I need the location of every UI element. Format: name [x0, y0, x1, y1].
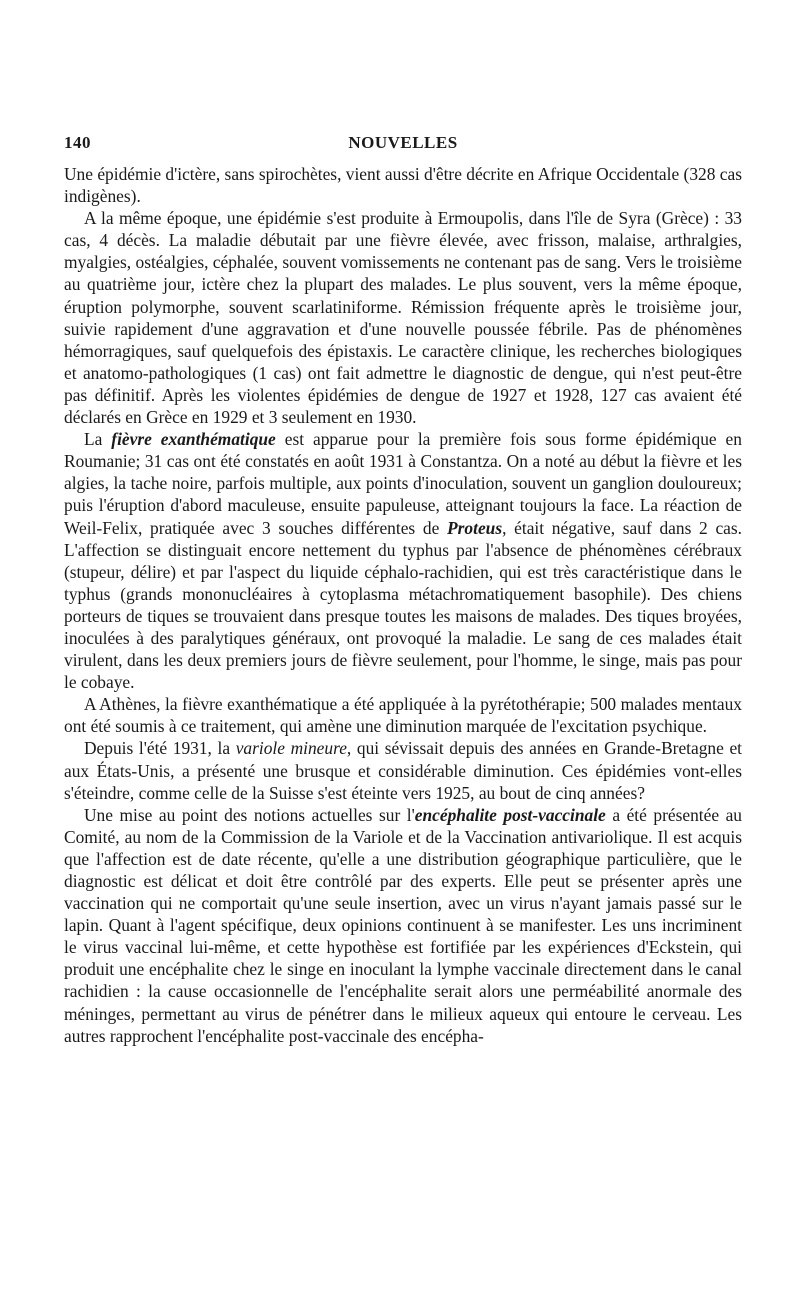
paragraph-text-start: La	[84, 429, 112, 450]
paragraph-ermoupolis-dengue	[64, 207, 742, 428]
paragraph-athenes-pyretotherapie	[64, 693, 742, 737]
paragraph-text-middle: est apparue pour la première fois sous forme épidémique en Roumanie; 31 cas ont été constatés en août 1931 à Constantza. On a noté au début la fièvre et les algies, la tache noire, parfois multiple, aux points d'inoculation, souvent un ganglion douloureux; puis l'éruption d'abord maculeuse, ensuite papuleuse, atteignant toujours la face. La réaction de Weil-Felix, pratiquée avec 3 souches différentes de	[64, 429, 742, 538]
paragraph-fievre-exanthematique-roumanie	[64, 428, 742, 693]
paragraph-text: A la même époque, une épidémie s'est produite à Ermoupolis, dans l'île de Syra (Grèce) : 33 cas, 4 décès. La maladie débutait par une fièvre élevée, avec frisson, malaise, arthralgies, myalgies, ostéalgies, céphalée, souvent vomissements ne contenant pas de sang. Vers le troisième au quatrième jour, ictère chez la plupart des malades. Le plus souvent, vers la même époque, éruption polymorphe, souvent scarlatiniforme. Rémission fréquente après le troisième jour, suivie rapidement d'une aggravation et d'une nouvelle poussée fébrile. Pas de phénomènes hémorragiques, sauf quelquefois des épistaxis. Le caractère clinique, les recherches biologiques et anatomo-pathologiques (1 cas) ont fait admettre le diagnostic de dengue, qui n'est peut-être pas définitif. Après les violentes épidémies de dengue de 1927 et 1928, 127 cas avaient été déclarés en Grèce en 1929 et 3 seulement en 1930.	[64, 208, 742, 428]
page-header	[64, 133, 742, 163]
page-number: 140	[64, 133, 91, 152]
emphasis-term: variole mineure	[235, 738, 347, 759]
paragraph-text-end: , qui sévissait depuis des années en Grande-Bretagne et aux États-Unis, a présenté une brusque et considérable diminution. Ces épidémies vont-elles s'éteindre, comme celle de la Suisse s'est éteinte vers 1925, au bout de cinq années?	[64, 738, 743, 803]
emphasis-term: encéphalite post-vaccinale	[414, 804, 606, 825]
paragraph-text: Une épidémie d'ictère, sans spirochètes, vient aussi d'être décrite en Afrique Occidentale (328 cas indigènes).	[64, 164, 742, 207]
paragraph-encephalite-post-vaccinale	[64, 804, 742, 1047]
paragraph-text: A Athènes, la fièvre exanthématique a été appliquée à la pyrétothérapie; 500 malades mentaux ont été soumis à ce traitement, qui amène une diminution marquée de l'excitation psychique.	[64, 694, 742, 737]
paragraph-ictere-afrique	[64, 163, 742, 207]
document-page	[64, 133, 742, 1047]
body-text	[64, 163, 742, 1047]
paragraph-text-start: Une mise au point des notions actuelles sur l'	[84, 804, 415, 825]
running-title: NOUVELLES	[348, 133, 458, 152]
paragraph-text-end: a été présentée au Comité, au nom de la Commission de la Variole et de la Vaccination antivariolique. Il est acquis que l'affection est de date récente, qu'elle a une distribution géographique particulière, que le diagnostic est délicat et doit être contrôlé par des experts. Elle peut se présenter après une vaccination qui ne comportait qu'une seule insertion, avec un virus n'ayant jamais passé sur le lapin. Quant à l'agent spécifique, deux opinions continuent à se manifester. Les uns incriminent le virus vaccinal lui-même, et cette hypothèse est fortifiée par les expériences d'Eckstein, qui produit une encéphalite chez le singe en inoculant la lymphe vaccinale directement dans le canal rachidien : la cause occasionnelle de l'encéphalite serait alors une perméabilité anormale des méninges, permettant au virus de pénétrer dans le milieux aqueux qui entoure le cerveau. Les autres rapprochent l'encéphalite post-vaccinale des encépha-	[64, 804, 742, 1046]
emphasis-term: fièvre exanthématique	[111, 429, 276, 450]
paragraph-variole-mineure	[64, 737, 742, 803]
paragraph-text-end: , était négative, sauf dans 2 cas. L'affection se distinguait encore nettement du typhus par l'absence de phénomènes cérébraux (stupeur, délire) et par l'aspect du liquide céphalo-rachidien, qui est très caractéristique dans le typhus (grands mononucléaires à cytoplasma métachromatiquement basophile). Des chiens porteurs de tiques se trouvaient dans presque toutes les maisons de malades. Des tiques broyées, inoculées à des paralytiques généraux, ont provoqué la maladie. Le sang de ces malades était virulent, dans les deux premiers jours de fièvre seulement, pour l'homme, le singe, mais pas pour le cobaye.	[64, 517, 743, 693]
emphasis-term-proteus: Proteus	[447, 517, 503, 538]
paragraph-text-start: Depuis l'été 1931, la	[84, 738, 236, 759]
